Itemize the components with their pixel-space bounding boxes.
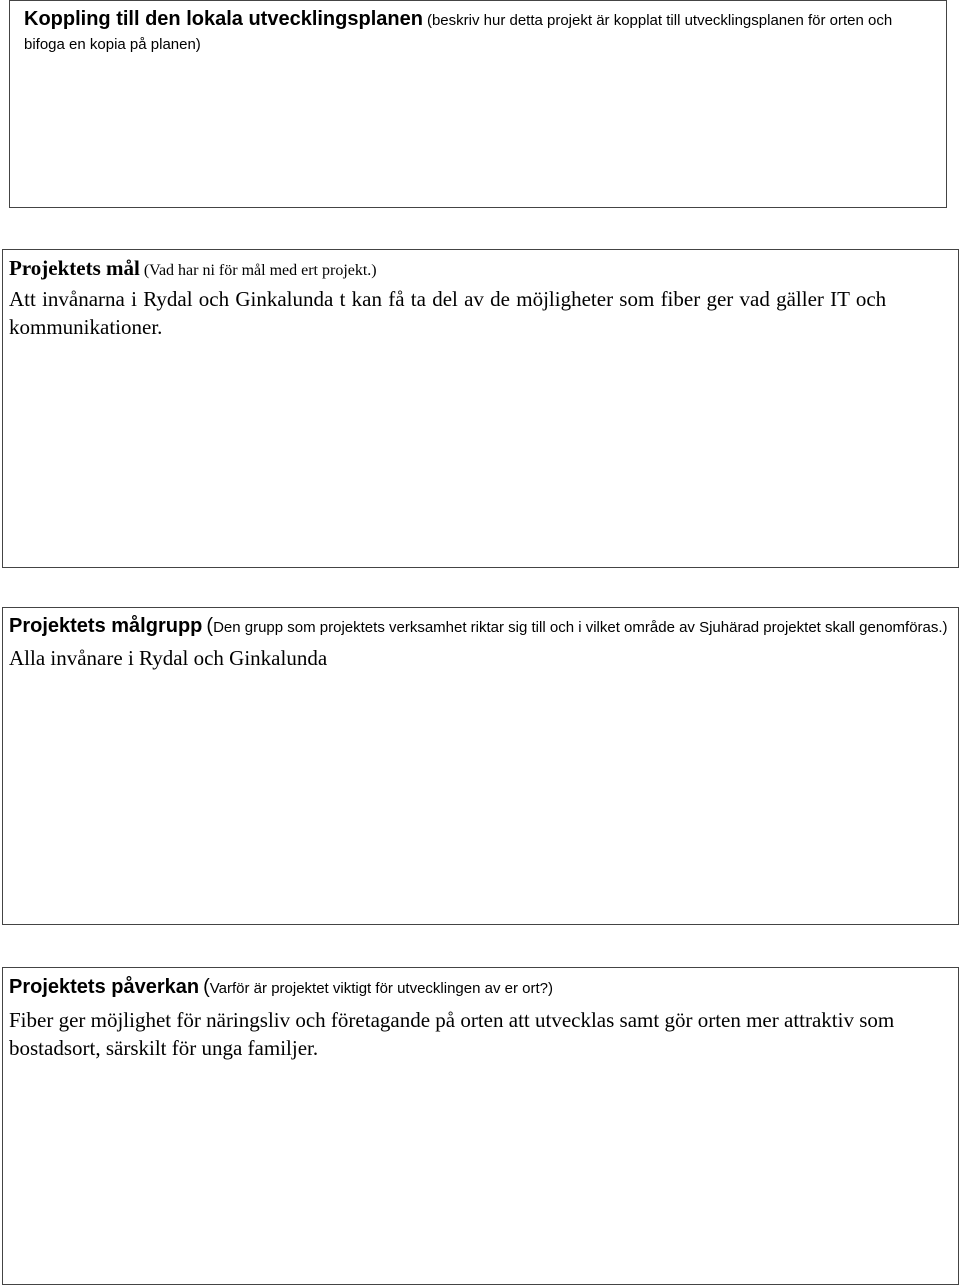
goal-section [2, 249, 959, 568]
impact-title: Projektets påverkan [9, 976, 200, 998]
impact-hint-open: ( [203, 976, 210, 998]
goal-answer[interactable]: Att invånarna i Rydal och Ginkalunda t kan få ta del av de möjligheter som fiber ger vad gäller IT och kommunikationer. [9, 287, 887, 339]
target-group-section [2, 607, 959, 925]
target-group-answer[interactable]: Alla invånare i Rydal och Ginkalunda [9, 646, 328, 670]
impact-heading [9, 972, 952, 1004]
impact-section [2, 967, 959, 1285]
goal-heading [9, 256, 952, 283]
connection-heading [24, 7, 932, 57]
connection-hint: (beskriv hur detta projekt är kopplat till utvecklingsplanen för orten och bifoga en kopia på planen) [24, 12, 893, 53]
connection-title: Koppling till den lokala utvecklingsplanen [24, 8, 423, 30]
goal-hint: (Vad har ni för mål med ert projekt.) [143, 262, 377, 279]
impact-hint: Varför är projektet viktigt för utvecklingen av er ort?) [209, 980, 553, 997]
target-group-hint: Den grupp som projektets verksamhet riktar sig till och i vilket område av Sjuhärad projektet skall genomföras.) [213, 619, 948, 636]
impact-answer[interactable]: Fiber ger möjlighet för näringsliv och företagande på orten att utvecklas samt gör orten mer attraktiv som bostadsort, särskilt för unga familjer. [9, 1008, 895, 1060]
target-group-heading [9, 614, 952, 640]
goal-title: Projektets mål [9, 256, 140, 280]
target-group-title: Projektets målgrupp [9, 615, 203, 637]
target-group-hint-open: ( [206, 615, 214, 637]
connection-section [9, 0, 947, 208]
